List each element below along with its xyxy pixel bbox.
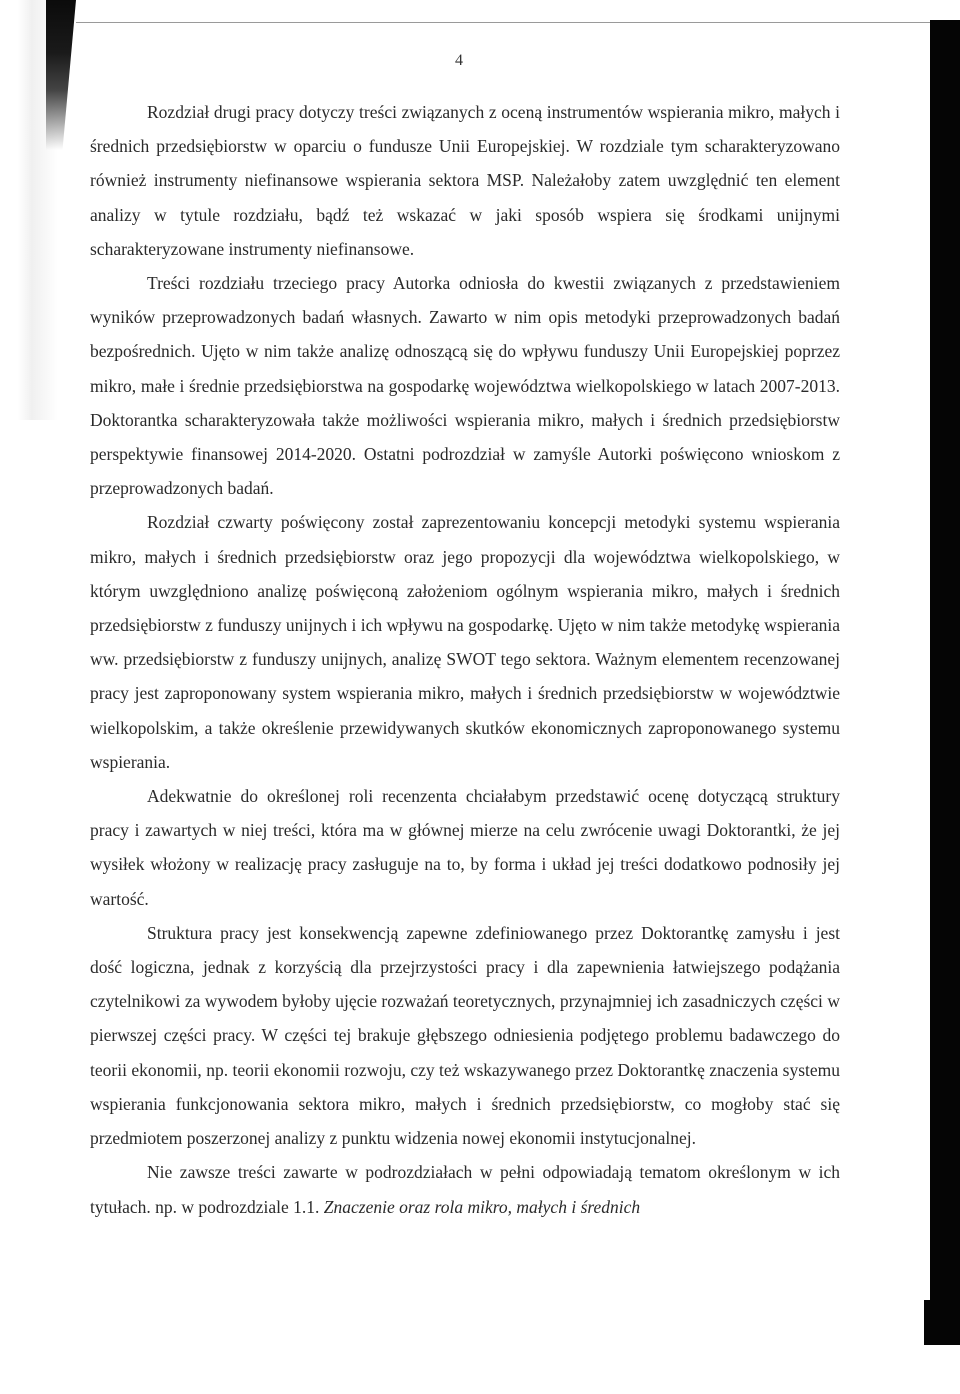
document-body [90, 95, 840, 1224]
page-number: 4 [455, 52, 463, 69]
scan-dark-corner [46, 0, 76, 150]
paragraph-chapter-three: Treści rozdziału trzeciego pracy Autorka odniosła do kwestii związanych z przedstawieniem wyników przeprowadzonych badań własnych. Zawarto w nim opis metodyki przeprowadzonych badań bezpośrednich. Ujęto w nim także analizę odnoszącą się do wpływu funduszy Unii Europejskiej poprzez mikro, małe i średnie przedsiębiorstwa na gospodarkę województwa wielkopolskiego w latach 2007-2013. Doktorantka scharakteryzowała także możliwości wspierania mikro, małych i średnich przedsiębiorstw perspektywie finansowej 2014-2020. Ostatni podrozdział w zamyśle Autorki poświęcono wnioskom z przeprowadzonych badań. [90, 273, 840, 499]
scan-top-edge [76, 22, 946, 23]
paragraph-structure: Struktura pracy jest konsekwencją zapewne zdefiniowanego przez Doktorantkę zamysłu i jest dość logiczna, jednak z korzyścią dla przejrzystości pracy i dla zapewnienia łatwiejszego podążania czytelnikowi za wywodem byłoby ujęcie rozważań teoretycznych, przynajmniej ich zasadniczych części w pierwszej części pracy. W części tej brakuje głębszego odniesienia podjętego problemu badawczego do teorii ekonomii, np. teorii ekonomii rozwoju, czy też wskazywanego przez Doktorantkę znaczenia systemu wspierania funkcjonowania sektora mikro, małych i średnich przedsiębiorstw, co mogłoby stać się przedmiotem poszerzonej analizy z punktu widzenia nowej ekonomii instytucjonalnej. [90, 922, 840, 1149]
paragraph-subchapters-text: Nie zawsze treści zawarte w podrozdziałach w pełni odpowiadają tematom określonym w ich tytułach. np. w podrozdziale 1.1. [90, 1162, 840, 1217]
subchapter-title-italic: Znaczenie oraz rola mikro, małych i średnich [323, 1196, 641, 1217]
paragraph-reviewer-role: Adekwatnie do określonej roli recenzenta chciałabym przedstawić ocenę dotyczącą struktury pracy i zawartych w niej treści, która ma w głównej mierze na celu zwrócenie uwagi Doktorantki, że jej wysiłek włożony w realizację pracy zasługuje na to, by forma i układ jej treści dodatkowo podnosiły jej wartość. [90, 786, 840, 909]
paragraph-subchapters [90, 1155, 840, 1223]
paragraph-chapter-four: Rozdział czwarty poświęcony został zaprezentowaniu koncepcji metodyki systemu wspierania mikro, małych i średnich przedsiębiorstw oraz jego propozycji dla województwa wielkopolskiego, w którym uwzględniono analizę poświęconą założeniom ogólnym wspierania mikro, małych i średnich przedsiębiorstw z funduszy unijnych i ich wpływu na gospodarkę. Ujęto w nim także metodykę wspierania ww. przedsiębiorstw z funduszy unijnych, analizę SWOT tego sektora. Ważnym elementem recenzowanej pracy jest zaproponowany system wspierania mikro, małych i średnich przedsiębiorstw w województwie wielkopolskim, a także określenie przewidywanych skutków ekonomicznych zaproponowanego systemu wspierania. [90, 512, 840, 772]
scan-right-notch [924, 1300, 938, 1345]
scan-right-edge [930, 20, 960, 1345]
paragraph-chapter-two: Rozdział drugi pracy dotyczy treści związanych z oceną instrumentów wspierania mikro, małych i średnich przedsiębiorstw w oparciu o fundusze Unii Europejskiej. W rozdziale tym scharakteryzowano również instrumenty niefinansowe wspierania sektora MSP. Należałoby zatem uwzględnić ten element analizy w tytule rozdziału, bądź też wskazać w jaki sposób wspiera się środkami unijnymi scharakteryzowane instrumenty niefinansowe. [90, 102, 840, 259]
